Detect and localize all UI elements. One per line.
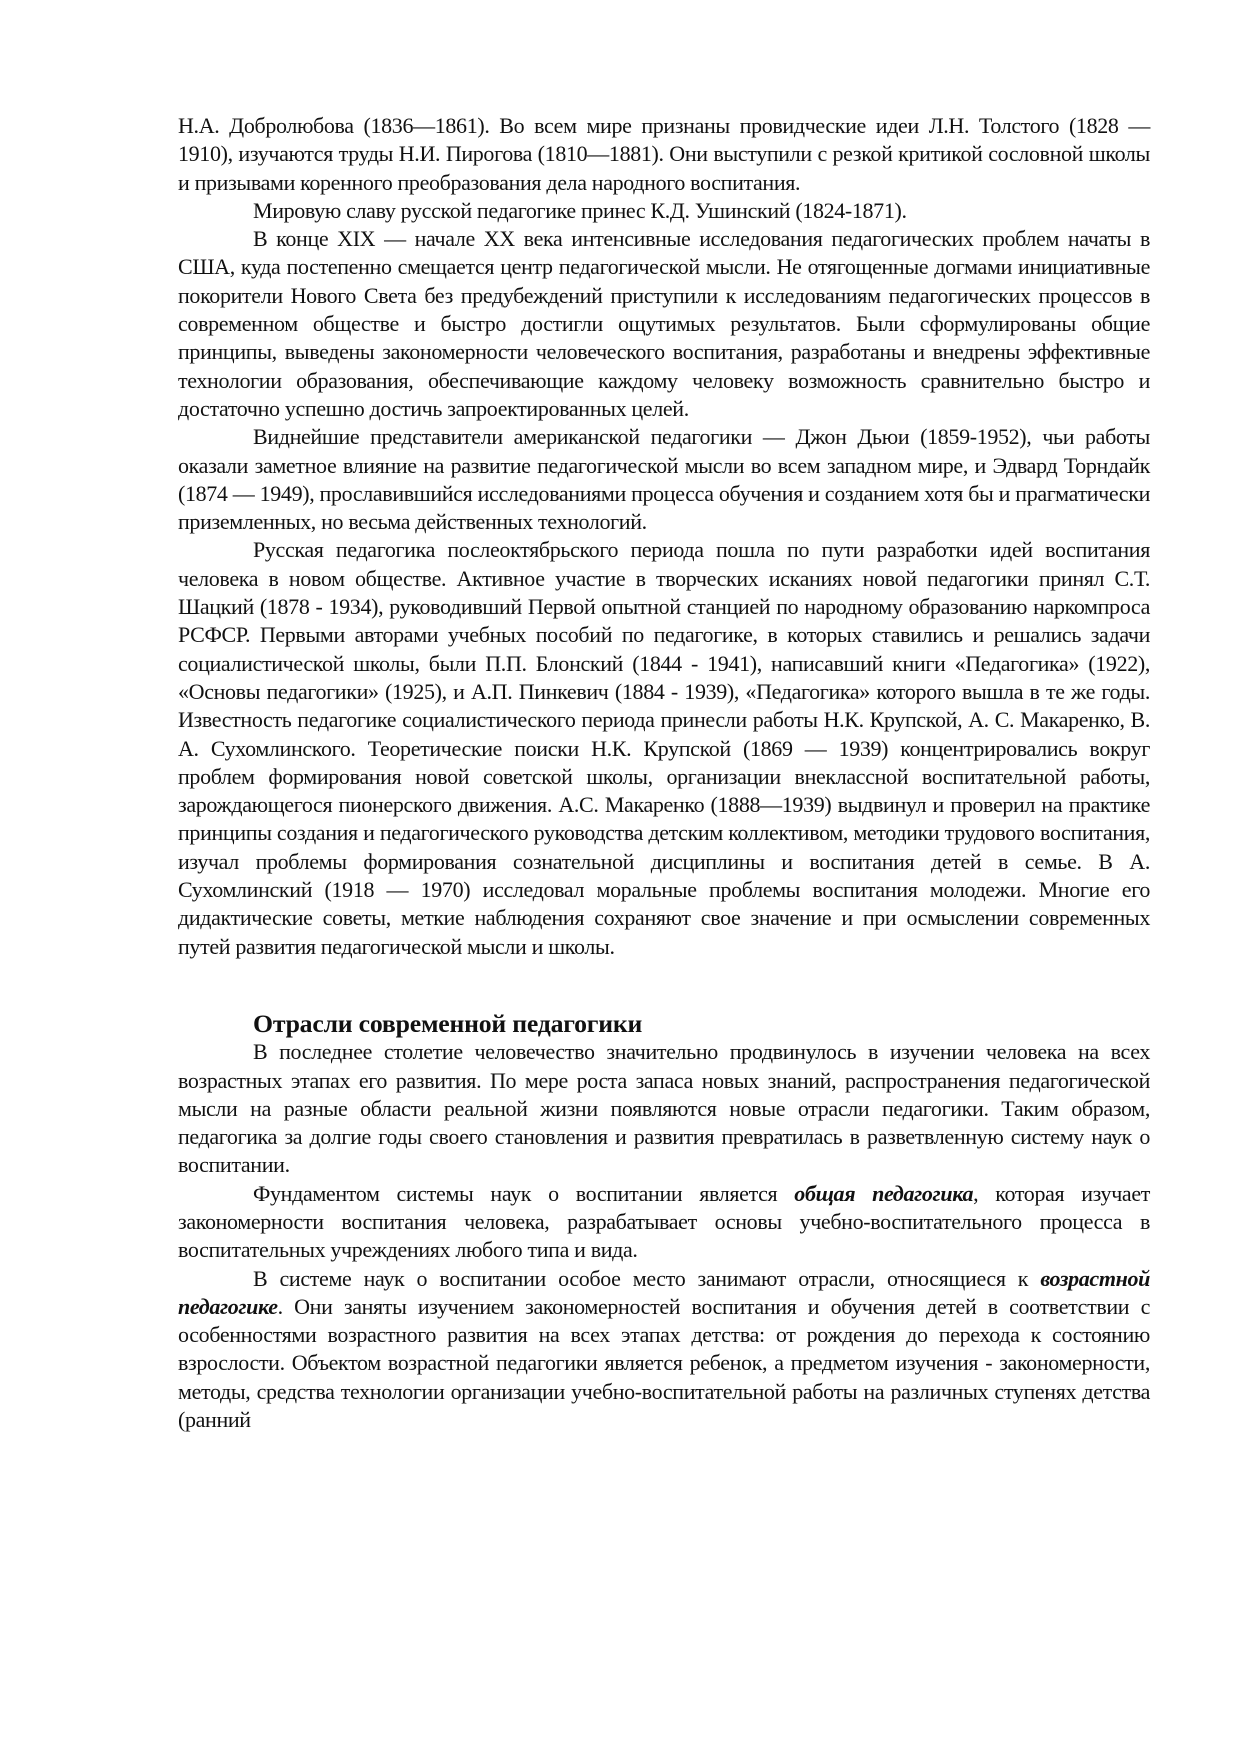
- paragraph-soviet-pedagogy: Русская педагогика послеоктябрьского периода пошла по пути разработки идей воспитания человека в новом обществе. Активное участие в творческих исканиях новой педагогики принял С.Т. Шацкий (1878 - 1934), руководивший Первой опытной станцией по народному образованию наркомпроса РСФСР. Первыми авторами учебных пособий по педагогике, в которых ставились и решались задачи социалистической школы, были П.П. Блонский (1844 - 1941), написавший книги «Педагогика» (1922), «Основы педагогики» (1925), и А.П. Пинкевич (1884 - 1939), «Педагогика» которого вышла в те же годы. Известность педагогике социалистического периода принесли работы Н.К. Крупской, А. С. Макаренко, В. А. Сухомлинского. Теоретические поиски Н.К. Крупской (1869 — 1939) концентрировались вокруг проблем формирования новой советской школы, организации внеклассной воспитательной работы, зарождающегося пионерского движения. А.С. Макаренко (1888—1939) выдвинул и проверил на практике принципы создания и педагогического руководства детским коллективом, методики трудового воспитания, изучал проблемы формирования сознательной дисциплины и воспитания детей в семье. В А. Сухомлинский (1918 — 1970) исследовал моральные проблемы воспитания молодежи. Многие его дидактические советы, меткие наблюдения сохраняют свое значение и при осмыслении современных путей развития педагогической мысли и школы.: [178, 537, 1150, 959]
- emphasis-age-pedagogy: возрастной педагогике: [178, 1265, 1150, 1319]
- document-page: [178, 112, 1150, 1434]
- emphasis-general-pedagogy: общая педагогика: [794, 1180, 974, 1206]
- paragraph-dobrolyubov-tolstoy: Н.А. Добролюбова (1836—1861). Во всем мире признаны провидческие идеи Л.Н. Толстого (1828 — 1910), изучаются труды Н.И. Пирогова (1810—1881). Они выступили с резкой критикой сословной школы и призывами коренного преобразования дела народного воспитания.: [178, 113, 1150, 195]
- paragraph-age-pedagogy: [178, 1265, 1150, 1435]
- paragraph-last-century: В последнее столетие человечество значительно продвинулось в изучении человека на всех возрастных этапах его развития. По мере роста запаса новых знаний, распространения педагогической мысли на разные области реальной жизни появляются новые отрасли педагогики. Таким образом, педагогика за долгие годы своего становления и развития превратилась в разветвленную систему наук о воспитании.: [178, 1039, 1150, 1178]
- text-segment: В системе наук о воспитании особое место занимают отрасли, относящиеся к: [253, 1265, 1041, 1291]
- paragraph-general-pedagogy: [178, 1180, 1150, 1265]
- paragraph-dewey-thorndike: Виднейшие представители американской педагогики — Джон Дьюи (1859-1952), чьи работы оказали заметное влияние на развитие педагогической мысли во всем западном мире, и Эдвард Торндайк (1874 — 1949), прославившийся исследованиями процесса обучения и созданием хотя бы и прагматически приземленных, но весьма действенных технологий.: [178, 424, 1150, 535]
- text-segment: Фундаментом системы наук о воспитании является: [253, 1180, 795, 1206]
- paragraph-ushinsky: Мировую славу русской педагогике принес К.Д. Ушинский (1824-1871).: [253, 197, 907, 223]
- section-heading: Отрасли современной педагогики: [253, 1008, 643, 1038]
- text-segment: . Они заняты изучением закономерностей воспитания и обучения детей в соответствии с особенностями возрастного развития на всех этапах детства: от рождения до перехода к состоянию взрослости. Объектом возрастной педагогики является ребенок, а предметом изучения - закономерности, методы, средства технологии организации учебно-воспитательной работы на различных ступенях детства (ранний: [178, 1293, 1150, 1433]
- paragraph-usa-pedagogy: В конце XIX — начале XX века интенсивные исследования педагогических проблем начаты в США, куда постепенно смещается центр педагогической мысли. Не отягощенные догмами инициативные покорители Нового Света без предубеждений приступили к исследованиям педагогических процессов в современном обществе и быстро достигли ощутимых результатов. Были сформулированы общие принципы, выведены закономерности человеческого воспитания, разработаны и внедрены эффективные технологии образования, обеспечивающие каждому человеку возможность сравнительно быстро и достаточно успешно достичь запроектированных целей.: [178, 226, 1150, 421]
- text-segment: , которая изучает закономерности воспитания человека, разрабатывает основы учебно-воспитательного процесса в воспитательных учреждениях любого типа и вида.: [178, 1180, 1151, 1263]
